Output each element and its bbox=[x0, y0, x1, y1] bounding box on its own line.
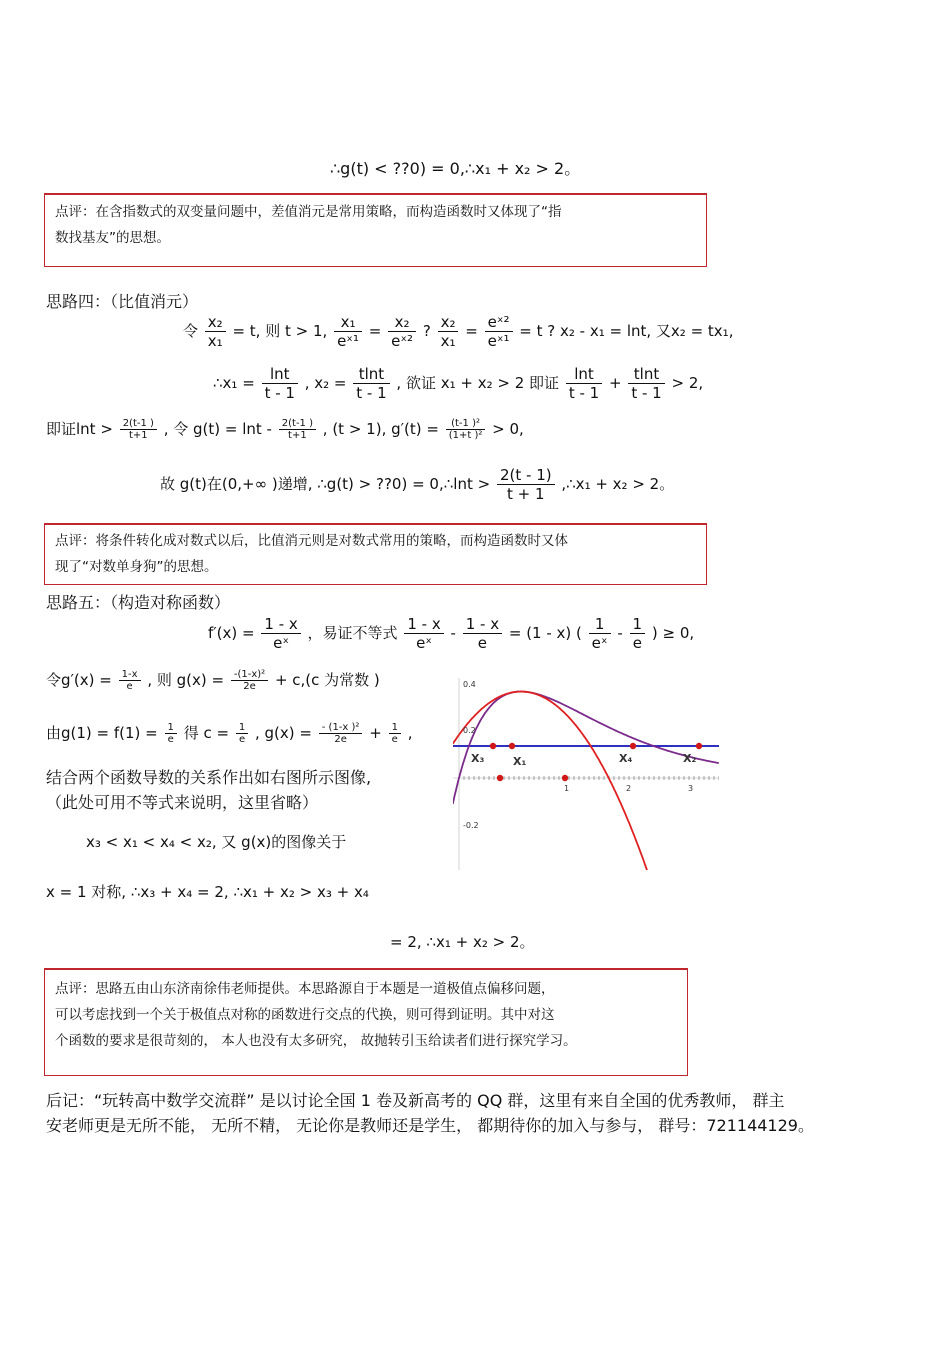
postscript-line1: 后记：“玩转高中数学交流群” 是以讨论全国 1 卷及新高考的 QQ 群，这里有来自全国的优秀教师， 群主 bbox=[46, 1091, 785, 1110]
x-tick-label: 2 bbox=[626, 784, 632, 793]
idea5-row6: x₃ < x₁ < x₄ < x₂, 又 g(x)的图像关于 bbox=[86, 833, 347, 851]
idea5-row7: x = 1 对称, ∴x₃ + x₄ = 2, ∴x₁ + x₂ > x₃ + x₄ bbox=[46, 883, 369, 901]
idea5-row2: 令g′(x) = $\frac{1-x}{e}$ , 则 g(x) = $\frac{\text{-(1-x)²}}{2e}$ + c,(c 为常数 ) bbox=[46, 669, 380, 692]
postscript-line2: 安老师更是无所不能， 无所不精， 无论你是教师还是学生， 都期待你的加入与参与， 群号：721144129。 bbox=[46, 1116, 814, 1135]
point-label-x2: X₂ bbox=[683, 752, 697, 765]
x-tick-label: 1 bbox=[564, 784, 570, 793]
intersection-point bbox=[696, 743, 702, 749]
comment-box-3 bbox=[44, 968, 688, 1076]
idea4-row3: 即证lnt > $\frac{2(t-1 )}{t+1}$ , 令 g(t) = lnt - $\frac{2(t-1 )}{t+1}$ , (t > 1), g′(t) = $\frac{\text{(t-1 )²}}{\text{(1+t )²}}$ > 0, bbox=[46, 418, 524, 441]
conclusion-line: ∴g(t) < ??0) = 0,∴x₁ + x₂ > 2。 bbox=[330, 159, 581, 178]
idea5-row5: （此处可用不等式来说明，这里省略） bbox=[46, 793, 319, 812]
comment-box-2 bbox=[44, 523, 707, 585]
intersection-point bbox=[497, 775, 503, 781]
comment-line: 可以考虑找到一个关于极值点对称的函数进行交点的代换，则可得到证明。其中对这 bbox=[55, 1007, 555, 1023]
point-label-x3: X₃ bbox=[471, 752, 485, 765]
idea4-row4: 故 g(t)在(0,+∞ )递增, ∴g(t) > ??0) = 0,∴lnt > $\frac{2(t - 1)}{t + 1}$ ,∴x₁ + x₂ > 2。 bbox=[160, 466, 675, 503]
y-tick-label: 0.4 bbox=[463, 680, 476, 689]
y-tick-label: -0.2 bbox=[463, 821, 479, 830]
intersection-point bbox=[630, 743, 636, 749]
comment-line: 点评：思路五由山东济南徐伟老师提供。本思路源自于本题是一道极值点偏移问题， bbox=[55, 981, 555, 997]
comment-box-1 bbox=[44, 193, 707, 267]
section-heading-idea5: 思路五：（构造对称函数） bbox=[46, 593, 231, 612]
x-tick-label: 3 bbox=[688, 784, 694, 793]
intersection-point bbox=[562, 775, 568, 781]
comment-line: 数找基友”的思想。 bbox=[55, 230, 170, 246]
y-tick-label: 0.2 bbox=[463, 726, 476, 735]
idea5-row1: f′(x) = $\frac{1 - x}{\text{eˣ}}$ ，易证不等式 $\frac{1 - x}{\text{eˣ}}$ - $\frac{1 - x}{e}$ = (1 - x) ( $\frac{1}{\text{eˣ}}$ - $\frac{1}{e}$ ) ≥ 0, bbox=[208, 615, 695, 652]
comment-line: 个函数的要求是很苛刻的， 本人也没有太多研究， 故抛转引玉给读者们进行探究学习。 bbox=[55, 1033, 577, 1049]
point-label-x4: X₄ bbox=[619, 752, 633, 765]
intersection-point bbox=[490, 743, 496, 749]
idea5-row4: 结合两个函数导数的关系作出如右图所示图像, bbox=[46, 768, 372, 787]
function-graph bbox=[453, 678, 719, 870]
idea4-row2: ∴x₁ = $\frac{\ln t}{t - 1}$ , x₂ = $\frac{tlnt}{t - 1}$ , 欲证 x₁ + x₂ > 2 即证 $\frac{\ln t}{t - 1}$ + $\frac{tlnt}{t - 1}$ > 2, bbox=[213, 365, 704, 402]
idea5-row8: = 2, ∴x₁ + x₂ > 2。 bbox=[390, 933, 535, 951]
idea5-row3: 由g(1) = f(1) = $\frac{1}{e}$ 得 c = $\frac{1}{e}$ , g(x) = $\frac{\text{- (1-x )²}}{2e}$ + $\frac{1}{e}$ , bbox=[46, 722, 413, 745]
comment-line: 点评：在含指数式的双变量问题中，差值消元是常用策略，而构造函数时又体现了“指 bbox=[55, 204, 562, 220]
intersection-point bbox=[509, 743, 515, 749]
point-label-x1: X₁ bbox=[513, 755, 527, 768]
comment-line: 现了“对数单身狗”的思想。 bbox=[55, 559, 218, 575]
section-heading-idea4: 思路四：（比值消元） bbox=[46, 292, 199, 311]
comment-line: 点评：将条件转化成对数式以后，比值消元则是对数式常用的策略，而构造函数时又体 bbox=[55, 533, 568, 549]
idea4-row1: 令 $\frac{\text{x₂}}{\text{x₁}}$ = t, 则 t > 1, $\frac{\text{x₁}}{\text{eˣ¹}}$ = $\frac{\text{x₂}}{\text{eˣ²}}$ ? $\frac{\text{x₂}}{\text{x₁}}$ = $\frac{\text{eˣ²}}{\text{eˣ¹}}$ = t ? x₂ - x₁ = lnt, 又x₂ = tx₁, bbox=[183, 313, 734, 350]
